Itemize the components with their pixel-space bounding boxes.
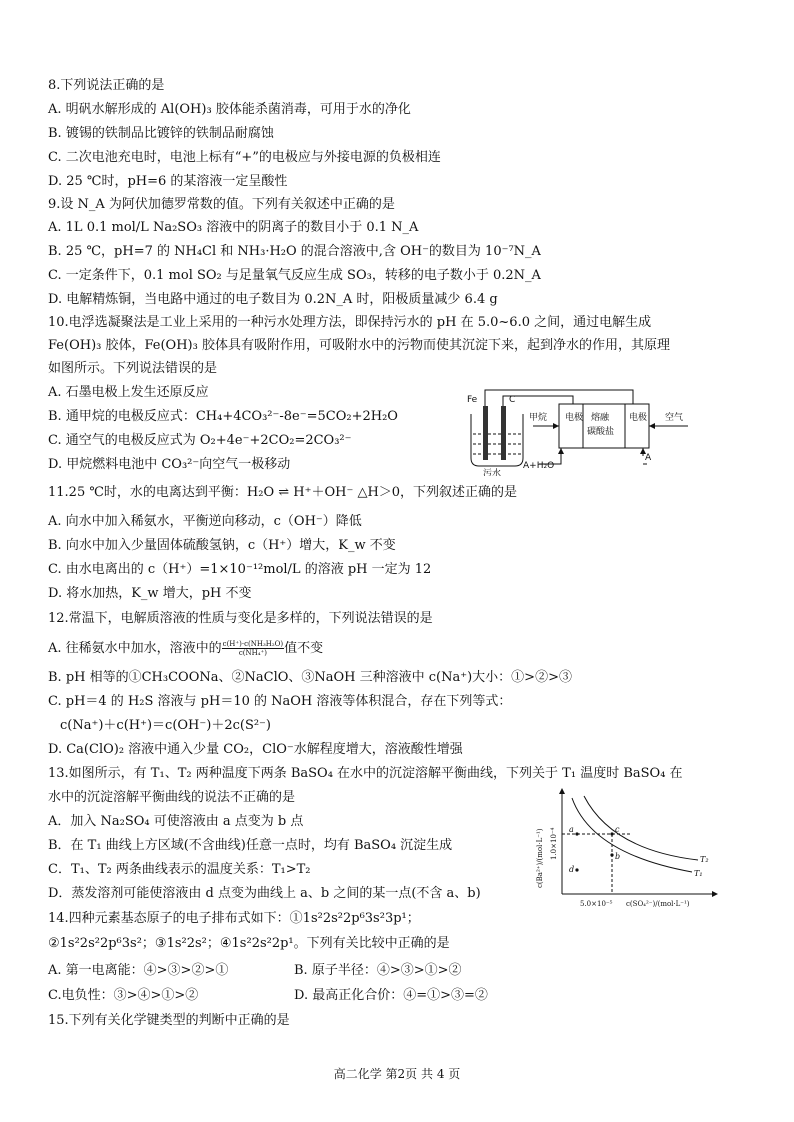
solubility-curve-diagram: [522, 784, 722, 914]
fig10-electrode-left: 电极: [565, 413, 584, 423]
q8-option-a: A. 明矾水解形成的 Al(OH)₃ 胶体能杀菌消毒，可用于水的净化: [48, 102, 411, 117]
q10-option-c: C. 通空气的电极反应式为 O₂+4e⁻+2CO₂=2CO₃²⁻: [48, 433, 352, 448]
q14-stem-line2: ②1s²2s²2p⁶3s²；③1s²2s²；④1s²2s²2p¹。下列有关比较中正确的是: [48, 936, 450, 951]
label-b: b: [615, 852, 621, 861]
q13-stem-line1: 13.如图所示，有 T₁、T₂ 两种温度下两条 BaSO₄ 在水中的沉淀溶解平衡曲线，下列关于 T₁ 温度时 BaSO₄ 在: [48, 766, 683, 781]
q8-option-d: D. 25 ℃时，pH=6 的某溶液一定呈酸性: [48, 174, 288, 189]
q11-stem: 11.25 ℃时，水的电离达到平衡：H₂O ⇌ H⁺＋OH⁻ △H＞0，下列叙述正确的是: [48, 485, 518, 500]
page-footer: 高二化学 第2页 共 4 页: [333, 1067, 461, 1081]
point-c: [610, 832, 613, 835]
q10-option-d: D. 甲烷燃料电池中 CO₃²⁻向空气一极移动: [48, 457, 291, 472]
label-t2: T₂: [700, 855, 709, 864]
fig10-air-label: 空气: [665, 413, 684, 423]
q9-option-a: A. 1L 0.1 mol/L Na₂SO₃ 溶液中的阴离子的数目小于 0.1 N_A: [48, 220, 419, 235]
fig10-c-label: C: [509, 395, 516, 405]
q12-a-prefix: A. 往稀氨水中加水，溶液中的: [48, 641, 222, 656]
q12-a-suffix: 值不变: [284, 641, 324, 656]
q12-option-c-equation: c(Na⁺)＋c(H⁺)＝c(OH⁻)＋2c(S²⁻): [60, 718, 271, 733]
q12-stem: 12.常温下，电解质溶液的性质与变化是多样的，下列说法错误的是: [48, 611, 433, 626]
point-d: [575, 868, 578, 871]
q14-option-a: A. 第一电离能：④>③>②>①: [48, 963, 229, 978]
q12-option-d: D. Ca(ClO)₂ 溶液中通入少量 CO₂，ClO⁻水解程度增大，溶液酸性增强: [48, 742, 463, 757]
q8-option-b: B. 镀锡的铁制品比镀锌的铁制品耐腐蚀: [48, 126, 274, 141]
fig10-sewage-label: 污水: [483, 469, 502, 476]
label-d: d: [569, 865, 575, 874]
q9-option-c: C. 一定条件下，0.1 mol SO₂ 与足量氧气反应生成 SO₃，转移的电子数小于 0.2N_A: [48, 268, 541, 283]
fig10-ah2o-label: A+H₂O: [523, 461, 555, 471]
q12-a-numerator: c(H⁺)·c(NH₃H₂O): [222, 640, 284, 648]
fig10-methane-label: 甲烷: [529, 413, 548, 423]
q11-option-a: A. 向水中加入稀氨水，平衡逆向移动，c（OH⁻）降低: [48, 514, 362, 529]
y-tick-label: 1.0×10⁻⁴: [550, 827, 558, 860]
fig10-a-label: A: [645, 453, 652, 463]
q12-option-a: [48, 640, 323, 657]
q14-option-b: B. 原子半径：④>③>①>②: [294, 963, 462, 978]
q9-option-b: B. 25 ℃，pH=7 的 NH₄Cl 和 NH₃·H₂O 的混合溶液中,含 OH⁻的数目为 10⁻⁷N_A: [48, 244, 541, 259]
electrolysis-diagram: [463, 384, 703, 476]
point-b: [610, 853, 613, 856]
q12-option-c: C. pH＝4 的 H₂S 溶液与 pH＝10 的 NaOH 溶液等体积混合，存在下列等式：: [48, 694, 512, 709]
x-axis-title: c(SO₄²⁻)/(mol·L⁻¹): [626, 900, 690, 908]
q12-a-fraction: [222, 640, 284, 657]
fig10-molten-label: 熔融: [591, 413, 610, 423]
q10-stem-line1: 10.电浮选凝聚法是工业上采用的一种污水处理方法，即保持污水的 pH 在 5.0~6.0 之间，通过电解生成: [48, 315, 652, 330]
q8-stem: 8.下列说法正确的是: [48, 78, 165, 93]
x-tick-label: 5.0×10⁻⁵: [580, 900, 613, 908]
q13-option-d: D．蒸发溶剂可能使溶液由 d 点变为曲线上 a、b 之间的某一点(不含 a、b): [48, 886, 481, 901]
q11-option-c: C. 由水电离出的 c（H⁺）=1×10⁻¹²mol/L 的溶液 pH 一定为 12: [48, 562, 432, 577]
q13-stem-line2: 水中的沉淀溶解平衡曲线的说法不正确的是: [48, 790, 296, 805]
curve-t1: [572, 798, 692, 872]
fig10-fe-label: Fe: [467, 395, 478, 405]
q14-option-d: D. 最高正化合价：④=①>③=②: [294, 988, 488, 1003]
q10-option-a: A. 石墨电极上发生还原反应: [48, 385, 209, 400]
c-electrode: [501, 406, 506, 460]
label-c: c: [615, 825, 620, 834]
label-a: a: [569, 825, 574, 834]
fig10-electrode-right: 电极: [629, 413, 648, 423]
fig10-carbonate-label: 碳酸盐: [587, 427, 615, 437]
q8-option-c: C. 二次电池充电时，电池上标有“+”的电极应与外接电源的负极相连: [48, 150, 441, 165]
q14-option-c: C.电负性：③>④>①>②: [48, 988, 199, 1003]
q15-stem: 15.下列有关化学键类型的判断中正确的是: [48, 1013, 290, 1028]
q12-option-b: B. pH 相等的①CH₃COONa、②NaClO、③NaOH 三种溶液中 c(Na⁺)大小：①>②>③: [48, 670, 572, 685]
y-axis-title: c(Ba²⁺)/(mol·L⁻¹): [536, 828, 544, 888]
q13-option-c: C．T₁、T₂ 两条曲线表示的温度关系：T₁>T₂: [48, 862, 311, 877]
q12-a-denominator: c(NH₄⁺): [238, 649, 267, 657]
q13-option-b: B．在 T₁ 曲线上方区域(不含曲线)任意一点时，均有 BaSO₄ 沉淀生成: [48, 838, 453, 853]
q10-stem-line3: 如图所示。下列说法错误的是: [48, 361, 218, 376]
label-t1: T₁: [694, 869, 703, 878]
q10-option-b: B. 通甲烷的电极反应式：CH₄+4CO₃²⁻-8e⁻=5CO₂+2H₂O: [48, 409, 398, 424]
curve-t2: [584, 796, 698, 860]
fe-electrode: [483, 406, 488, 460]
q9-option-d: D. 电解精炼铜，当电路中通过的电子数目为 0.2N_A 时，阳极质量减少 6.4 g: [48, 292, 498, 307]
point-a: [575, 832, 578, 835]
q11-option-d: D. 将水加热，K_w 增大，pH 不变: [48, 586, 252, 601]
q14-stem-line1: 14.四种元素基态原子的电子排布式如下：①1s²2s²2p⁶3s²3p¹；: [48, 911, 420, 926]
q13-option-a: A．加入 Na₂SO₄ 可使溶液由 a 点变为 b 点: [48, 814, 304, 829]
q9-stem: 9.设 N_A 为阿伏加德罗常数的值。下列有关叙述中正确的是: [48, 197, 395, 212]
q10-stem-line2: Fe(OH)₃ 胶体，Fe(OH)₃ 胶体具有吸附作用，可吸附水中的污物而使其沉淀下来，起到净水的作用，其原理: [48, 338, 670, 353]
q11-option-b: B. 向水中加入少量固体硫酸氢钠，c（H⁺）增大，K_w 不变: [48, 538, 396, 553]
